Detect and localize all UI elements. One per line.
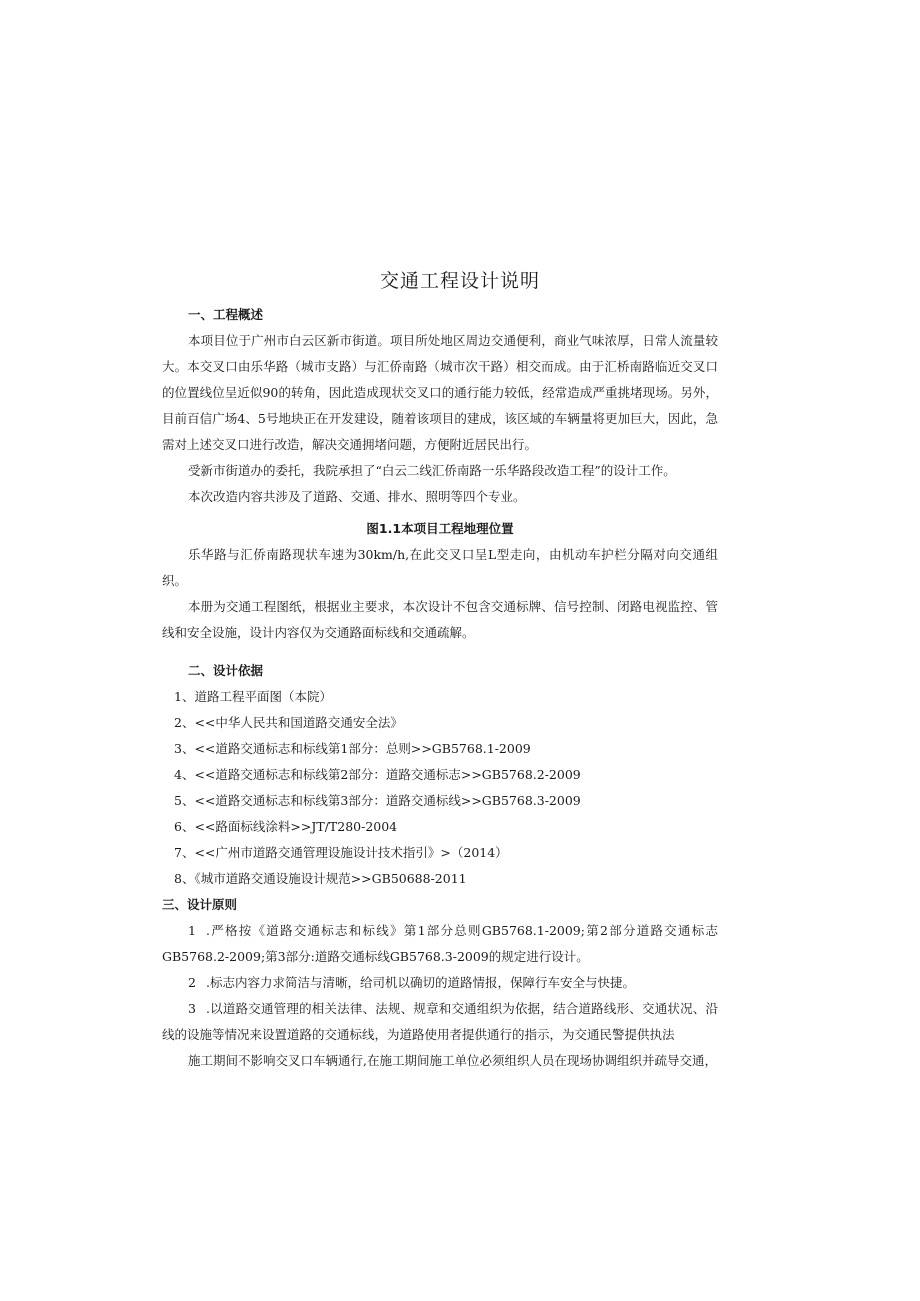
paragraph: 受新市街道办的委托，我院承担了“白云二线汇侨南路一乐华路段改造工程”的设计工作。 <box>188 463 676 478</box>
reference-item: 5、<<道路交通标志和标线第3部分：道路交通标线>>GB5768.3-2009 <box>174 793 581 808</box>
paragraph: 施工期间不影响交叉口车辆通行,在施工期间施工单位必须组织人员在现场协调组织并疏导交通， <box>188 1053 717 1068</box>
reference-item: 2、<<中华人民共和国道路交通安全法》 <box>174 715 403 730</box>
section-heading-basis: 二、设计依据 <box>188 663 264 678</box>
section-heading-principles: 三、设计原则 <box>162 897 238 912</box>
principle-number: 3 <box>188 1001 196 1016</box>
section-heading-overview: 一、工程概述 <box>188 307 264 322</box>
principle-text: .严格按《道路交通标志和标线》第1部分总则GB5768.1-2009;第2部分道路交通标志GB5768.2-2009;第3部分:道路交通标线GB5768.3-2009的规定进行设计。 <box>162 923 718 964</box>
reference-item: 6、<<路面标线涂料>>JT/T280-2004 <box>174 819 398 834</box>
principle-item <box>162 996 718 1048</box>
document-body <box>162 302 718 1074</box>
reference-item: 7、<<广州市道路交通管理设施设计技术指引》>（2014） <box>174 845 508 860</box>
principle-number: 2 <box>188 975 196 990</box>
reference-item: 1、道路工程平面图（本院） <box>174 689 332 704</box>
figure-caption: 图1.1本项目工程地理位置 <box>366 521 514 536</box>
paragraph: 本次改造内容共涉及了道路、交通、排水、照明等四个专业。 <box>188 489 526 504</box>
reference-item: 8、《城市道路交通设施设计规范>>GB50688-2011 <box>174 871 467 886</box>
principle-number: 1 <box>188 923 196 938</box>
paragraph: 本册为交通工程图纸，根据业主要求，本次设计不包含交通标牌、信号控制、闭路电视监控、管线和安全设施，设计内容仅为交通路面标线和交通疏解。 <box>162 599 718 640</box>
paragraph: 本项目位于广州市白云区新市街道。项目所处地区周边交通便利，商业气味浓厚，日常人流量较大。本交叉口由乐华路（城市支路）与汇侨南路（城市次干路）相交而成。由于汇桥南路临近交叉口的位置线位呈近似90的转角，因此造成现状交叉口的通行能力较低，经常造成严重挑堵现场。另外，目前百信广场4、5号地块正在开发建设，随着该项目的建成，该区域的车辆量将更加巨大，因此，急需对上述交叉口进行改造，解决交通拥堵问题，方便附近居民出行。 <box>162 333 718 452</box>
principle-text: .标志内容力求简洁与清晰，给司机以确切的道路情报，保障行车安全与快捷。 <box>206 975 635 990</box>
reference-item: 4、<<道路交通标志和标线第2部分：道路交通标志>>GB5768.2-2009 <box>174 767 581 782</box>
principle-item <box>162 970 718 996</box>
page-title: 交通工程设计说明 <box>379 270 540 292</box>
principle-item <box>162 918 718 970</box>
reference-item: 3、<<道路交通标志和标线第1部分：总则>>GB5768.1-2009 <box>174 741 531 756</box>
paragraph: 乐华路与汇侨南路现状车速为30km∕h,在此交叉口呈L型走向，由机动车护栏分隔对向交通组织。 <box>162 547 718 588</box>
principle-text: .以道路交通管理的相关法律、法规、规章和交通组织为依据，结合道路线形、交通状况、沿线的设施等情况来设置道路的交通标线，为道路使用者提供通行的指示，为交通民警提供执法 <box>162 1001 718 1042</box>
